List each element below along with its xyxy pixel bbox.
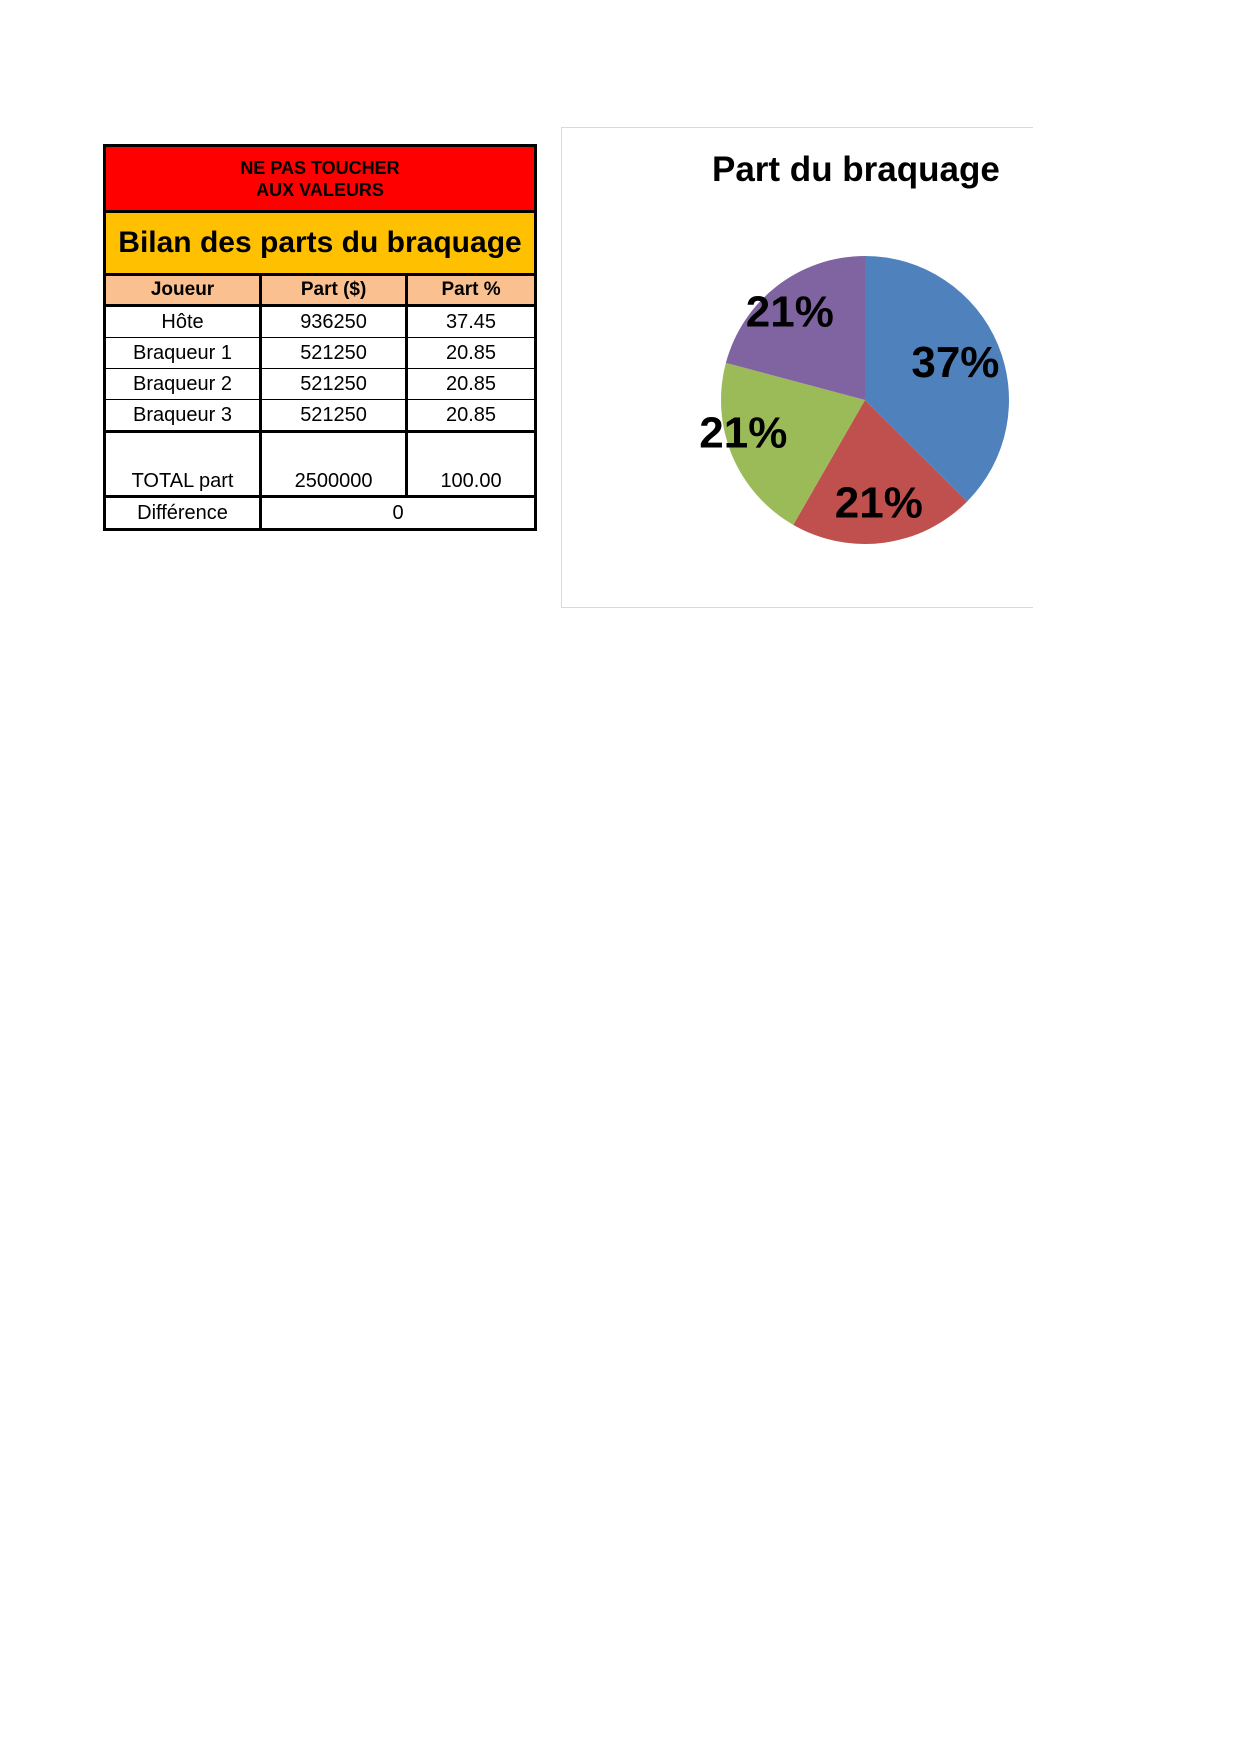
pie-chart — [561, 127, 1033, 608]
pie-chart-svg — [562, 128, 1034, 609]
chart-title: Part du braquage — [712, 150, 1000, 189]
cell-part: 521250 — [261, 400, 407, 432]
cell-joueur: Braqueur 3 — [105, 400, 261, 432]
cell-part: 936250 — [261, 306, 407, 338]
header-part-dollars: Part ($) — [261, 275, 407, 306]
cell-joueur: Braqueur 1 — [105, 338, 261, 369]
slice-label-3: 21% — [699, 408, 788, 458]
table-row — [105, 369, 536, 400]
header-joueur: Joueur — [105, 275, 261, 306]
header-part-percent: Part % — [407, 275, 536, 306]
total-part: 2500000 — [261, 432, 407, 497]
cell-joueur: Braqueur 2 — [105, 369, 261, 400]
slice-label-2: 21% — [834, 478, 923, 528]
cell-percent: 20.85 — [407, 400, 536, 432]
warning-banner — [105, 146, 536, 212]
cell-part: 521250 — [261, 338, 407, 369]
warning-line-2: AUX VALEURS — [256, 179, 384, 200]
total-percent: 100.00 — [407, 432, 536, 497]
cell-part: 521250 — [261, 369, 407, 400]
table-row — [105, 338, 536, 369]
table-title: Bilan des parts du braquage — [105, 212, 536, 275]
table-row — [105, 306, 536, 338]
warning-line-1: NE PAS TOUCHER — [240, 157, 400, 178]
cell-percent: 37.45 — [407, 306, 536, 338]
cell-percent: 20.85 — [407, 369, 536, 400]
difference-value: 0 — [261, 497, 536, 530]
table-row — [105, 400, 536, 432]
cell-joueur: Hôte — [105, 306, 261, 338]
cell-percent: 20.85 — [407, 338, 536, 369]
total-row — [105, 432, 536, 497]
total-label: TOTAL part — [105, 432, 261, 497]
difference-label: Différence — [105, 497, 261, 530]
slice-label-4: 21% — [745, 287, 834, 337]
difference-row — [105, 497, 536, 530]
parts-table — [103, 144, 537, 531]
slice-label-1: 37% — [911, 337, 1000, 387]
